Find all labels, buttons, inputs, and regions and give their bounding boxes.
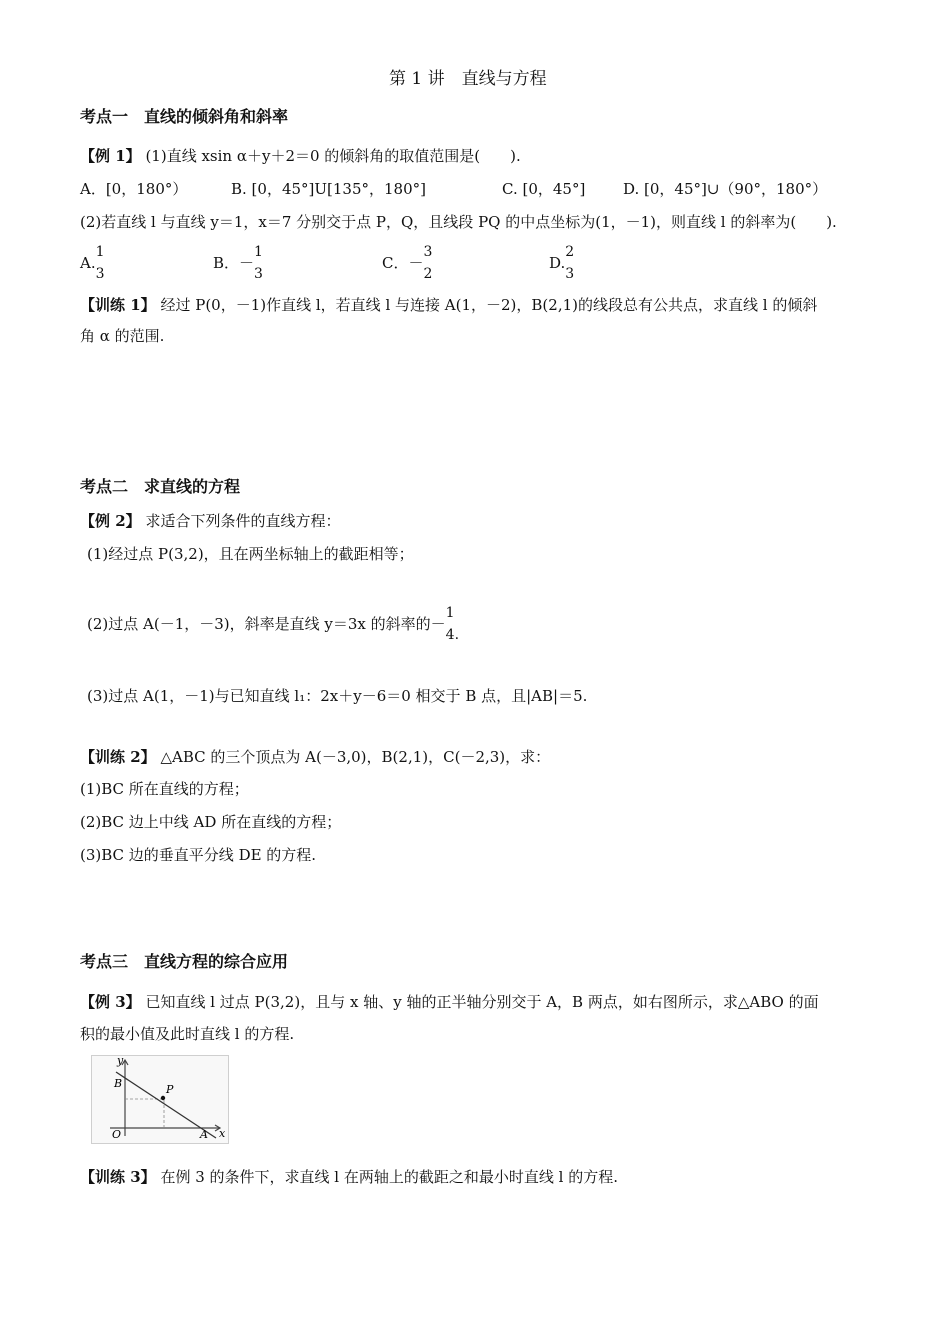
point-b-label: B <box>114 1077 123 1090</box>
example1-question1 <box>80 146 521 166</box>
page-title: 第 1 讲 直线与方程 <box>389 69 547 89</box>
practice1-label: 【训练 1】 <box>80 296 156 314</box>
point-p-marker <box>161 1096 165 1100</box>
fraction-numerator: 3 <box>423 244 433 260</box>
fraction-denominator: 2 <box>423 266 433 282</box>
answer-prefix: B．－ <box>213 254 255 272</box>
fraction-numerator: 2 <box>565 244 575 260</box>
practice3-text: 在例 3 的条件下，求直线 l 在两轴上的截距之和最小时直线 l 的方程. <box>160 1168 618 1186</box>
section3-heading: 考点三 直线方程的综合应用 <box>80 952 289 971</box>
fraction-denominator: 4. <box>445 627 460 643</box>
example1-q1-text: (1)直线 xsin α＋y＋2＝0 的倾斜角的取值范围是( ). <box>145 147 521 165</box>
example1-option-b: B. [0，45°]U[135°，180°] <box>231 180 427 198</box>
practice3-label: 【训练 3】 <box>80 1168 156 1186</box>
practice1-line2: 角 α 的范围. <box>80 327 165 345</box>
example1-question2: (2)若直线 l 与直线 y＝1，x＝7 分别交于点 P，Q，且线段 PQ 的中点坐标为(1，－1)，则直线 l 的斜率为( ). <box>80 213 837 231</box>
fraction-numerator: 1 <box>254 244 263 260</box>
practice3 <box>80 1167 618 1187</box>
example2-question1: (1)经过点 P(3,2)，且在两坐标轴上的截距相等； <box>87 545 414 563</box>
example3-line1 <box>80 992 819 1012</box>
fraction <box>446 605 458 645</box>
example1-answer-d <box>549 244 577 284</box>
example1-option-c: C. [0，45°] <box>502 180 586 198</box>
example2-question2 <box>87 605 458 645</box>
point-p-label: P <box>166 1083 174 1096</box>
practice1-text: 经过 P(0，－1)作直线 l，若直线 l 与连接 A(1，－2)，B(2,1)的线段总有公共点，求直线 l 的倾斜 <box>160 296 818 314</box>
fraction-denominator: 3 <box>565 266 575 282</box>
fraction <box>423 244 435 284</box>
answer-prefix: C．－ <box>382 254 424 272</box>
example1-option-a: A．[0，180°） <box>80 180 188 198</box>
point-a-label: A <box>200 1128 208 1141</box>
section2-heading: 考点二 求直线的方程 <box>80 477 241 496</box>
example1-option-d: D. [0，45°]∪（90°，180°） <box>623 180 828 198</box>
example2-label: 【例 2】 <box>80 512 141 530</box>
example2-question3: (3)过点 A(1，－1)与已知直线 l₁：2x＋y－6＝0 相交于 B 点，且|AB|＝5. <box>87 687 588 705</box>
practice2-label: 【训练 2】 <box>80 748 156 766</box>
example3-line2: 积的最小值及此时直线 l 的方程. <box>80 1025 295 1043</box>
example3-text: 已知直线 l 过点 P(3,2)，且与 x 轴、y 轴的正半轴分别交于 A，B 两点，如右图所示，求△ABO 的面 <box>145 993 819 1011</box>
fraction-denominator: 3 <box>95 266 105 282</box>
fraction <box>96 244 108 284</box>
x-axis-label: x <box>219 1127 226 1140</box>
fraction <box>565 244 577 284</box>
fraction-numerator: 1 <box>95 244 105 260</box>
y-axis-label: y <box>117 1056 124 1067</box>
practice2-intro <box>80 747 550 767</box>
figure-svg <box>92 1056 228 1143</box>
answer-prefix: A. <box>80 254 96 272</box>
fraction-numerator: 1 <box>445 605 455 621</box>
example2-q2-text: (2)过点 A(－1，－3)，斜率是直线 y＝3x 的斜率的－ <box>87 615 446 633</box>
example2-intro <box>80 511 340 531</box>
example1-answer-a <box>80 244 108 284</box>
example1-answer-c <box>382 244 435 284</box>
answer-prefix: D. <box>549 254 566 272</box>
practice2-question2: (2)BC 边上中线 AD 所在直线的方程； <box>80 813 342 831</box>
example1-label: 【例 1】 <box>80 147 141 165</box>
fraction <box>254 244 266 284</box>
practice1-line1 <box>80 295 817 315</box>
example1-answer-b <box>213 244 266 284</box>
practice2-question3: (3)BC 边的垂直平分线 DE 的方程. <box>80 846 317 864</box>
section1-heading: 考点一 直线的倾斜角和斜率 <box>80 107 289 126</box>
fraction-denominator: 3 <box>254 266 263 282</box>
practice2-intro-text: △ABC 的三个顶点为 A(－3,0)，B(2,1)，C(－2,3)，求： <box>160 748 551 766</box>
coordinate-figure <box>91 1055 229 1144</box>
example3-label: 【例 3】 <box>80 993 141 1011</box>
origin-label: O <box>112 1128 122 1141</box>
practice2-question1: (1)BC 所在直线的方程； <box>80 780 249 798</box>
example2-intro-text: 求适合下列条件的直线方程： <box>145 512 341 530</box>
